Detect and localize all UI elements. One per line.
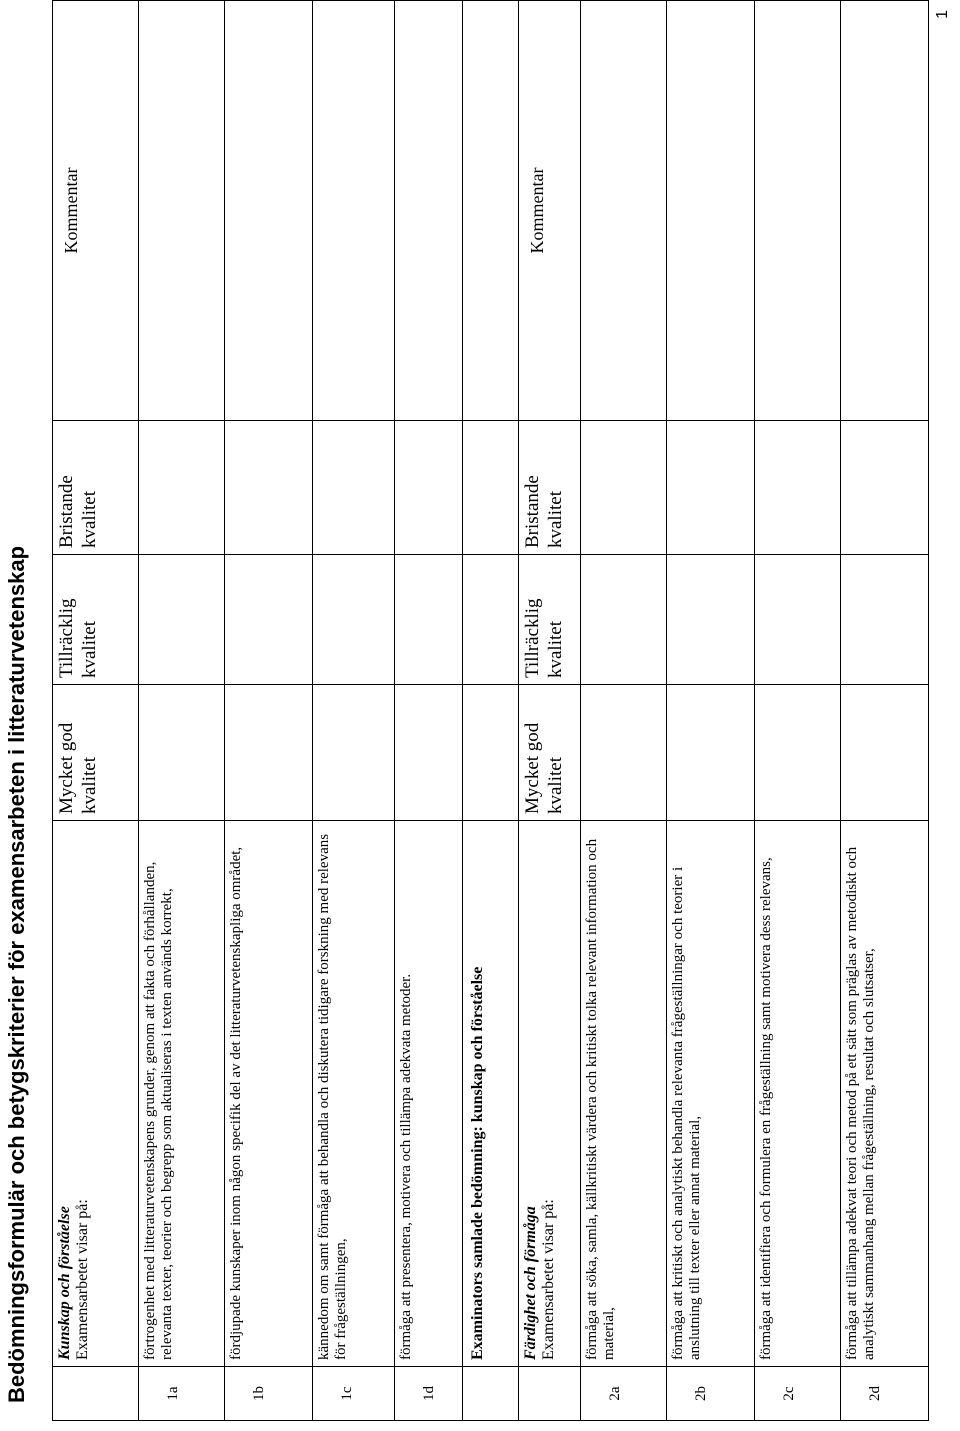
level-sufficient-header: Tillräcklig kvalitet — [53, 555, 139, 685]
criterion-row-2d — [841, 1, 929, 1421]
very-good-cell-1a[interactable] — [139, 685, 225, 821]
summary-insufficient-cell[interactable] — [463, 421, 519, 555]
criterion-text: kännedom om samt förmåga att behandla och diskutera tidigare forskning med relevans för frågeställningen, — [313, 821, 395, 1367]
sufficient-cell-2c[interactable] — [755, 555, 841, 685]
criterion-id: 1a — [139, 1367, 225, 1421]
criterion-row-1c — [313, 1, 395, 1421]
sufficient-cell-1d[interactable] — [395, 555, 463, 685]
empty-id-cell — [519, 1367, 581, 1421]
very-good-cell-1b[interactable] — [225, 685, 313, 821]
criterion-text: förtrogenhet med litteraturvetenskapens grunder, genom att fakta och förhållanden, relevanta texter, teorier och begrepp som aktualiseras i texten används korrekt, — [139, 821, 225, 1367]
empty-id-cell — [463, 1367, 519, 1421]
insufficient-cell-1b[interactable] — [225, 421, 313, 555]
sufficient-cell-2d[interactable] — [841, 555, 929, 685]
document-title: Bedömningsformulär och betygskriterier för examensarbeten i litteraturvetenskap — [4, 545, 29, 1403]
level-very-good-header: Mycket god kvalitet — [519, 685, 581, 821]
criterion-text: förmåga att identifiera och formulera en frågeställning samt motivera dess relevans, — [755, 821, 841, 1367]
comment-header: Kommentar — [53, 1, 139, 421]
section2-subtitle: Examensarbetet visar på: — [540, 1199, 558, 1360]
very-good-cell-1d[interactable] — [395, 685, 463, 821]
level-insufficient-header: Bristande kvalitet — [53, 421, 139, 555]
comment-cell-1b[interactable] — [225, 1, 313, 421]
criterion-id: 1b — [225, 1367, 313, 1421]
criterion-id: 2d — [841, 1367, 929, 1421]
criterion-text: förmåga att tillämpa adekvat teori och metod på ett sätt som präglas av metodiskt och analytiskt sammanhang mellan frågeställning, resultat och slutsatser, — [841, 821, 929, 1367]
level-very-good-header: Mycket god kvalitet — [53, 685, 139, 821]
section2-heading — [519, 821, 581, 1367]
criterion-row-2b — [667, 1, 755, 1421]
empty-id-cell — [53, 1367, 139, 1421]
criterion-id: 1c — [313, 1367, 395, 1421]
criterion-row-1b — [225, 1, 313, 1421]
comment-cell-1d[interactable] — [395, 1, 463, 421]
section1-title: Kunskap och förståelse — [56, 1206, 73, 1360]
page-number: 1 — [934, 10, 951, 19]
insufficient-cell-2c[interactable] — [755, 421, 841, 555]
very-good-cell-2c[interactable] — [755, 685, 841, 821]
criterion-id: 1d — [395, 1367, 463, 1421]
section1-header-row — [53, 1, 139, 1421]
summary-very-good-cell[interactable] — [463, 685, 519, 821]
criterion-id: 2b — [667, 1367, 755, 1421]
criterion-row-1d — [395, 1, 463, 1421]
very-good-cell-2d[interactable] — [841, 685, 929, 821]
sufficient-cell-1c[interactable] — [313, 555, 395, 685]
insufficient-cell-1a[interactable] — [139, 421, 225, 555]
level-insufficient-header: Bristande kvalitet — [519, 421, 581, 555]
insufficient-cell-2a[interactable] — [581, 421, 667, 555]
comment-cell-2c[interactable] — [755, 1, 841, 421]
very-good-cell-2a[interactable] — [581, 685, 667, 821]
criterion-text: förmåga att söka, samla, källkritiskt värdera och kritiskt tolka relevant information och material, — [581, 821, 667, 1367]
section2-header-row — [519, 1, 581, 1421]
very-good-cell-1c[interactable] — [313, 685, 395, 821]
comment-cell-1a[interactable] — [139, 1, 225, 421]
criterion-row-2c — [755, 1, 841, 1421]
comment-cell-1c[interactable] — [313, 1, 395, 421]
criterion-text: förmåga att presentera, motivera och tillämpa adekvata metoder. — [395, 821, 463, 1367]
insufficient-cell-2b[interactable] — [667, 421, 755, 555]
sufficient-cell-2b[interactable] — [667, 555, 755, 685]
criterion-row-1a — [139, 1, 225, 1421]
sufficient-cell-1a[interactable] — [139, 555, 225, 685]
criterion-id: 2a — [581, 1367, 667, 1421]
summary-row — [463, 1, 519, 1421]
criterion-row-2a — [581, 1, 667, 1421]
very-good-cell-2b[interactable] — [667, 685, 755, 821]
comment-cell-2a[interactable] — [581, 1, 667, 421]
criterion-text: fördjupade kunskaper inom någon specifik del av det litteraturvetenskapliga området, — [225, 821, 313, 1367]
criterion-id: 2c — [755, 1367, 841, 1421]
section1-heading — [53, 821, 139, 1367]
insufficient-cell-1c[interactable] — [313, 421, 395, 555]
criterion-text: förmåga att kritiskt och analytiskt behandla relevanta frågeställningar och teorier i anslutning till texter eller annat material, — [667, 821, 755, 1367]
section2-title: Färdighet och förmåga — [522, 1206, 539, 1360]
level-sufficient-header: Tillräcklig kvalitet — [519, 555, 581, 685]
comment-header: Kommentar — [519, 1, 581, 421]
summary-comment-cell[interactable] — [463, 1, 519, 421]
assessment-table — [52, 0, 929, 1421]
comment-cell-2d[interactable] — [841, 1, 929, 421]
comment-cell-2b[interactable] — [667, 1, 755, 421]
insufficient-cell-2d[interactable] — [841, 421, 929, 555]
sufficient-cell-1b[interactable] — [225, 555, 313, 685]
insufficient-cell-1d[interactable] — [395, 421, 463, 555]
summary-label: Examinators samlade bedömning: kunskap och förståelse — [463, 821, 519, 1367]
summary-sufficient-cell[interactable] — [463, 555, 519, 685]
section1-subtitle: Examensarbetet visar på: — [74, 1199, 92, 1360]
sufficient-cell-2a[interactable] — [581, 555, 667, 685]
